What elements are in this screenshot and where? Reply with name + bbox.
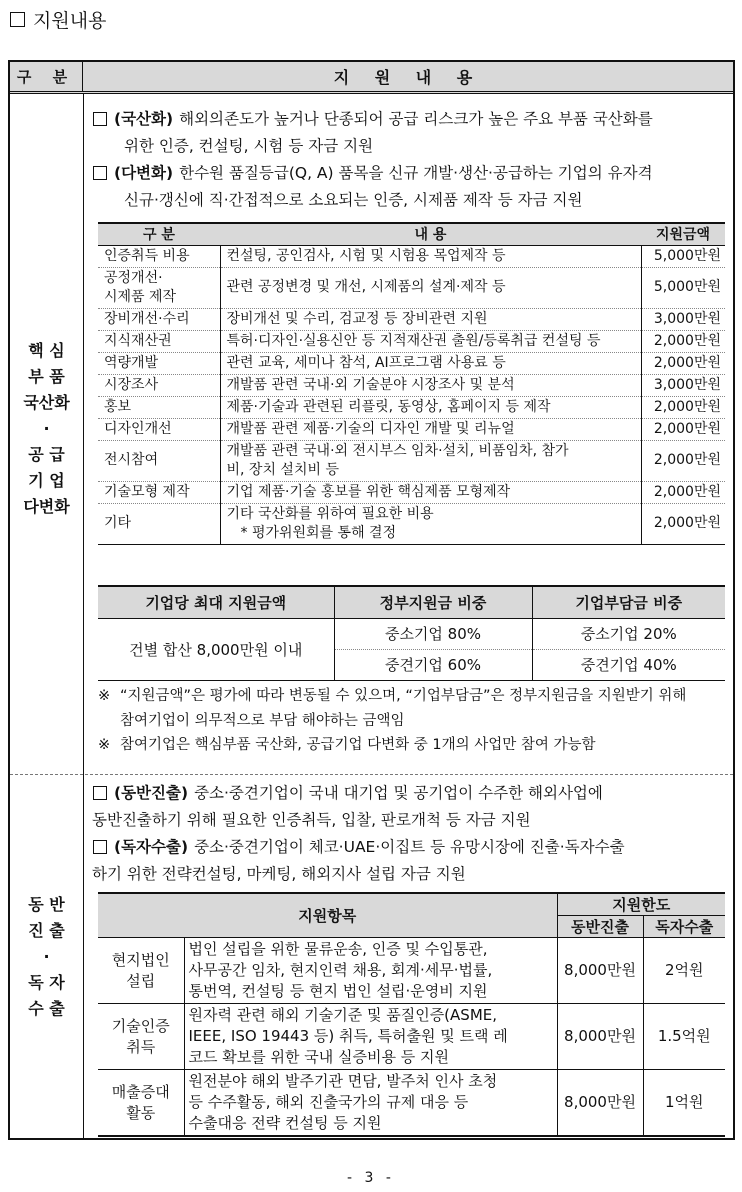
content-frame — [8, 60, 735, 1140]
row-category: 디자인개선 — [98, 418, 220, 440]
table-row — [98, 503, 725, 544]
table-row — [98, 245, 725, 267]
table-cell: 건별 합산 8,000만원 이내 — [98, 618, 334, 680]
item-lead: (동반진출) — [114, 784, 189, 802]
row-amount: 5,000만원 — [641, 267, 725, 308]
table-cell: 중견기업 40% — [532, 649, 725, 680]
export-support-table — [98, 892, 725, 1137]
item-text: 동반진출하기 위해 필요한 인증취득, 입찰, 판로개척 등 자금 지원 — [92, 811, 531, 829]
table-row — [98, 1070, 725, 1137]
row-amount: 2,000만원 — [641, 418, 725, 440]
row-amount: 2,000만원 — [641, 396, 725, 418]
row-description: 개발품 관련 국내·외 기술분야 시장조사 및 분석 — [220, 374, 641, 396]
note-mark: ※ — [98, 737, 111, 753]
category-line: 동 반 — [28, 895, 65, 914]
table-row — [98, 330, 725, 352]
item-text: 한수원 품질등급(Q, A) 품목을 신규 개발·생산·공급하는 기업의 유자격 — [179, 164, 653, 182]
table-cell: 중소기업 20% — [532, 618, 725, 649]
item-text: 중소·중견기업이 국내 대기업 및 공기업이 수주한 해외사업에 — [194, 784, 603, 802]
page-title: 지원내용 — [33, 10, 107, 32]
table-row — [98, 267, 725, 308]
table-row — [98, 440, 725, 481]
row-category: 매출증대 활동 — [98, 1070, 184, 1137]
note-mark: ※ — [98, 688, 111, 704]
row-description: 특허·디자인·실용신안 등 지적재산권 출원/등록취급 컨설팅 등 — [220, 330, 641, 352]
intro-item — [92, 160, 721, 187]
page-heading — [10, 6, 106, 33]
row-category: 기타 — [98, 503, 220, 544]
row-limit-joint: 8,000만원 — [557, 1070, 643, 1137]
category-line: · — [43, 419, 50, 438]
intro-item — [92, 106, 721, 133]
row-description: 원전분야 해외 발주기관 면담, 발주처 인사 초청 등 수주활동, 해외 진출국가의 규제 대응 등 수출대응 전략 컨설팅 등 지원 — [184, 1070, 557, 1137]
item-lead: (국산화) — [114, 110, 174, 128]
row-description: 기업 제품·기술 홍보를 위한 핵심제품 모형제작 — [220, 481, 641, 503]
checkbox-icon — [93, 166, 107, 180]
section1-category — [10, 338, 83, 520]
row-description: 제품·기술과 관련된 리플릿, 동영상, 홈페이지 등 제작 — [220, 396, 641, 418]
row-limit-solo: 1.5억원 — [643, 1004, 725, 1070]
page-number: - 3 - — [347, 1170, 395, 1186]
row-amount: 2,000만원 — [641, 352, 725, 374]
checkbox-icon — [93, 840, 107, 854]
column-divider — [83, 94, 84, 1138]
table-header-cell: 기업부담금 비중 — [532, 586, 725, 618]
table-header-cell: 내 용 — [220, 223, 641, 245]
category-line: 기 업 — [28, 471, 65, 490]
category-line: 수 출 — [28, 999, 65, 1018]
table-header-cell: 지원금액 — [641, 223, 725, 245]
item-text: 하기 위한 전략컨설팅, 마케팅, 해외지사 설립 자금 지원 — [92, 865, 466, 883]
table-row — [98, 938, 725, 1004]
note-item — [98, 733, 725, 758]
row-description: 개발품 관련 제품·기술의 디자인 개발 및 리뉴얼 — [220, 418, 641, 440]
table-header-cell: 독자수출 — [643, 916, 725, 938]
table-header-row — [98, 223, 725, 245]
section-divider — [10, 774, 733, 775]
table-header-row — [98, 893, 725, 916]
ratio-table — [98, 585, 725, 681]
category-line: 핵 심 — [28, 341, 65, 360]
category-line: · — [43, 947, 50, 966]
category-line: 다변화 — [23, 497, 70, 516]
table-header-cell: 정부지원금 비중 — [334, 586, 532, 618]
category-line: 독 자 — [28, 973, 65, 992]
table-header-row — [98, 586, 725, 618]
row-category: 현지법인 설립 — [98, 938, 184, 1004]
row-category: 역량개발 — [98, 352, 220, 374]
item-text: 신규·갱신에 직·간접적으로 소요되는 인증, 시제품 제작 등 자금 지원 — [124, 191, 583, 209]
row-category: 기술인증 취득 — [98, 1004, 184, 1070]
row-amount: 3,000만원 — [641, 308, 725, 330]
section1-intro — [92, 106, 721, 214]
row-description: 법인 설립을 위한 물류운송, 인증 및 수입통관, 사무공간 임차, 현지인력 채용, 회계·세무·법률, 통번역, 컨설팅 등 현지 법인 설립·운영비 지원 — [184, 938, 557, 1004]
table-header-cell: 지원항목 — [98, 893, 557, 938]
frame-header — [10, 62, 733, 94]
category-line: 진 출 — [28, 921, 65, 940]
row-subnote: * 평가위원회를 통해 결정 — [240, 524, 397, 541]
table-header-cell: 지원한도 — [557, 893, 725, 916]
category-line: 부 품 — [28, 367, 65, 386]
table-row — [98, 308, 725, 330]
table-header-cell: 동반진출 — [557, 916, 643, 938]
intro-item — [92, 834, 721, 861]
table-row — [98, 481, 725, 503]
item-text: 위한 인증, 컨설팅, 시험 등 자금 지원 — [124, 137, 374, 155]
row-limit-joint: 8,000만원 — [557, 938, 643, 1004]
row-description: 기타 국산화를 위하여 필요한 비용 * 평가위원회를 통해 결정 — [220, 503, 641, 544]
row-description: 관련 교육, 세미나 참석, AI프로그램 사용료 등 — [220, 352, 641, 374]
row-category: 장비개선·수리 — [98, 308, 220, 330]
row-amount: 5,000만원 — [641, 245, 725, 267]
row-description: 개발품 관련 국내·외 전시부스 임차·설치, 비품임차, 참가 비, 장치 설치비 등 — [220, 440, 641, 481]
note-text: 참여기업이 의무적으로 부담 해야하는 금액임 — [120, 712, 405, 729]
table-header-cell: 기업당 최대 지원금액 — [98, 586, 334, 618]
table-cell: 중견기업 60% — [334, 649, 532, 680]
checkbox-icon — [93, 112, 107, 126]
table-row — [98, 418, 725, 440]
table-row — [98, 374, 725, 396]
row-category: 기술모형 제작 — [98, 481, 220, 503]
intro-item — [92, 780, 721, 807]
row-amount: 2,000만원 — [641, 440, 725, 481]
row-amount: 2,000만원 — [641, 330, 725, 352]
row-limit-joint: 8,000만원 — [557, 1004, 643, 1070]
row-description: 장비개선 및 수리, 검교정 등 장비관련 지원 — [220, 308, 641, 330]
support-amount-table — [98, 222, 725, 545]
table-header-cell: 구 분 — [98, 223, 220, 245]
item-lead: (독자수출) — [114, 838, 189, 856]
category-line: 공 급 — [28, 445, 65, 464]
row-amount: 3,000만원 — [641, 374, 725, 396]
item-text: 중소·중견기업이 체코·UAE·이집트 등 유망시장에 진출·독자수출 — [194, 838, 625, 856]
row-category: 지식재산권 — [98, 330, 220, 352]
row-category: 공정개선· 시제품 제작 — [98, 267, 220, 308]
table-row — [98, 352, 725, 374]
notes — [98, 684, 725, 758]
note-text: “지원금액”은 평가에 따라 변동될 수 있으며, “기업부담금”은 정부지원금을 지원받기 위해 — [120, 688, 687, 704]
row-category: 홍보 — [98, 396, 220, 418]
row-limit-solo: 2억원 — [643, 938, 725, 1004]
table-row — [98, 396, 725, 418]
header-content: 지 원 내 용 — [333, 68, 483, 87]
row-category: 전시참여 — [98, 440, 220, 481]
section2-intro — [92, 780, 721, 888]
table-row — [98, 1004, 725, 1070]
item-text: 해외의존도가 높거나 단종되어 공급 리스크가 높은 주요 부품 국산화를 — [179, 110, 653, 128]
table-cell: 중소기업 80% — [334, 618, 532, 649]
checkbox-icon — [93, 786, 107, 800]
note-text: 참여기업은 핵심부품 국산화, 공급기업 다변화 중 1개의 사업만 참여 가능함 — [120, 737, 596, 753]
note-item — [98, 684, 725, 733]
header-category: 구 분 — [10, 62, 83, 91]
row-description: 관련 공정변경 및 개선, 시제품의 설계·제작 등 — [220, 267, 641, 308]
row-amount: 2,000만원 — [641, 503, 725, 544]
table-row — [98, 618, 725, 649]
item-lead: (다변화) — [114, 164, 174, 182]
row-description: 원자력 관련 해외 기술기준 및 품질인증(ASME, IEEE, ISO 19443 등) 취득, 특허출원 및 트랙 레 코드 확보를 위한 국내 실증비용 등 지원 — [184, 1004, 557, 1070]
row-description: 컨설팅, 공인검사, 시험 및 시험용 목업제작 등 — [220, 245, 641, 267]
row-limit-solo: 1억원 — [643, 1070, 725, 1137]
category-line: 국산화 — [23, 393, 70, 412]
row-category: 인증취득 비용 — [98, 245, 220, 267]
checkbox-icon — [10, 12, 25, 27]
section2-category — [10, 892, 83, 1022]
row-amount: 2,000만원 — [641, 481, 725, 503]
row-category: 시장조사 — [98, 374, 220, 396]
